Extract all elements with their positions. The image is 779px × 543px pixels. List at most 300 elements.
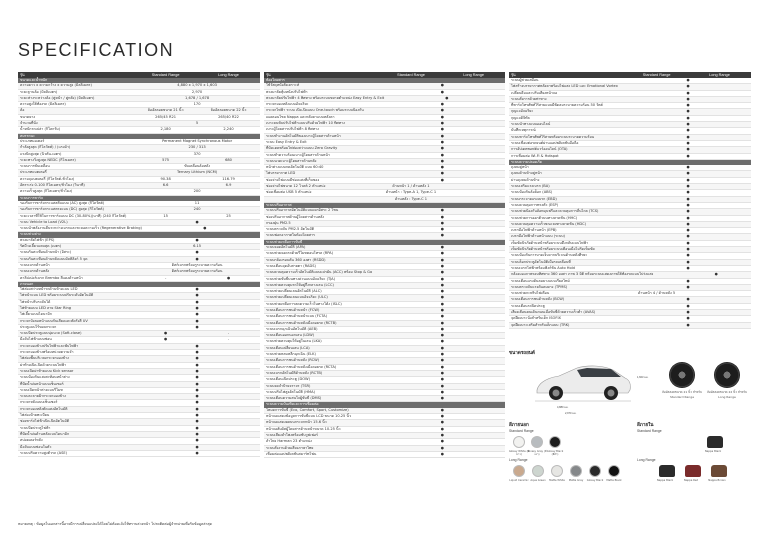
spec-label: ระบบการขับเคลื่อน xyxy=(20,164,50,169)
spec-value: ● xyxy=(440,383,444,388)
color-swatch xyxy=(513,436,525,448)
spec-label: ไฟท้ายแบบ LED ลาย Star Ring xyxy=(20,305,72,310)
spec-label: แผงคอนโซล Nappa และหลังคาแบบหลังคา xyxy=(266,114,335,119)
spec-label: ระบบเบรกด้านหน้า xyxy=(20,262,50,267)
spec-label: กระจกมองข้างพร้อมหน่วยความจำ xyxy=(20,350,74,355)
section-header: สมรรถนะ xyxy=(18,134,260,139)
spec-header xyxy=(264,72,505,78)
spec-label: ระบบช่วยเปลี่ยนเลนแบบอัจฉริยะ (ULC) xyxy=(266,295,328,300)
spec-value: ● xyxy=(195,387,199,392)
spec-value: ● xyxy=(440,263,444,268)
swatch-label: Glossy White (สีขาว) xyxy=(508,450,530,456)
spec-value: ● xyxy=(686,177,690,182)
section-header: ระบบการชาร์จ xyxy=(18,196,260,201)
spec-label: เบรกมือไฟฟ้าด้านหน้า (EPB) xyxy=(511,228,557,233)
swatch-label: Liquid Ceramic xyxy=(509,479,529,482)
spec-standard: ด้านหน้า 1 / ด้านหลัง 1 xyxy=(392,184,430,189)
spec-label: ระบบทำงานอัตโนมัติของเบาะผู้โดยสารด้านหน้า xyxy=(266,133,341,138)
spec-label: ระบบปรับอากาศอัตโนมัติแบบแยกอิสระ 2 โซน xyxy=(266,208,339,213)
header-item: รุ่น xyxy=(266,73,271,77)
spec-label: กระจกมองข้างปรับไฟฟ้าและพับไฟฟ้า xyxy=(20,343,79,348)
spec-value: ● xyxy=(686,228,690,233)
spec-label: ถุงลมด้านข้างคู่หน้า xyxy=(511,171,542,176)
spec-label: ระบบเตือนเปิดประตู (DOW) xyxy=(266,377,311,382)
section-header: ระบบความปลอดภัย xyxy=(509,160,751,165)
spec-value: ● xyxy=(686,153,690,158)
spec-value: ● xyxy=(686,221,690,226)
spec-label: ระบบเบรกไฟฟ้าพร้อมฟังก์ชัน Auto Hold xyxy=(511,265,575,270)
spec-label: ระบบช่วยหลบหลีกฉุกเฉิน (ELK) xyxy=(266,352,316,357)
interior-swatch xyxy=(659,465,675,477)
spec-value: ● xyxy=(440,420,444,425)
spec-label: ช่องชาร์จไฟฟ้าเปิด-ปิดอัตโนมัติ xyxy=(20,419,70,424)
wheel-long-caption: ล้ออัลลอยขนาด 22 นิ้ว สำหรับ Long Range xyxy=(707,390,747,399)
spec-label: ระบบเตือนความสนใจผู้ขับขี่ (DMS) xyxy=(266,396,322,401)
spec-value: ● xyxy=(686,171,690,176)
spec-label: ระบบนำพลังงานคืนระหว่างเบรกและชะลอความเร็ว (Regenerative Braking) xyxy=(20,226,142,231)
spec-label: เบรกมือไฟฟ้าด้านหน้าแบบ (ระบบ) xyxy=(511,234,565,239)
spec-label: ระบบทำความร้อนเบาะผู้โดยสารด้านหน้า xyxy=(266,152,330,157)
spec-label: ความจุแบตเตอรี่ (กิโลวัตต์-ชั่วโมง) xyxy=(20,176,75,181)
spec-value: ● xyxy=(686,96,690,101)
color-swatch xyxy=(549,436,561,448)
spec-label: ที่ปัดน้ำฝนหน้าแบบเซ็นเซอร์ xyxy=(20,381,64,386)
spec-value: ● xyxy=(440,276,444,281)
spec-value: ● xyxy=(440,358,444,363)
spec-label: เสียงเตือนคนเดินถนนเมื่อขับขี่ด้วยความเร็วต่ำ (AVAS) xyxy=(511,309,596,314)
wheel-21-image xyxy=(669,362,695,388)
spec-label: ไฟหน้าปรับระดับได้ xyxy=(20,299,51,304)
int-long-label: Long Range xyxy=(637,458,656,462)
ext-std-label: Standard Range xyxy=(509,429,534,433)
int-std-label: Standard Range xyxy=(637,429,662,433)
spec-value: ● xyxy=(440,445,444,450)
spec-label: ช่องจ่ายไฟแบบมีช่องแสงที่เก็บของ xyxy=(266,177,320,182)
spec-label: ระบบเตือนแรงดันลมยางแบบเรียลไทม์ xyxy=(511,278,570,283)
section-header: ระบบความบันเทิงและการเชื่อมต่อ xyxy=(264,402,505,407)
spec-label: ระบบเตือนการชนด้านหลัง (RCW) xyxy=(266,358,320,363)
spec-value: 5 xyxy=(195,121,199,126)
spec-value: ● xyxy=(195,381,199,386)
swatch-label: Nappa Brown xyxy=(708,479,726,482)
spec-label: ระบบตรวจจับ PM2.5 อัตโนมัติ xyxy=(266,227,315,232)
spec-label: ระบบเสริมแรงเบรก (BA) xyxy=(511,184,550,189)
spec-label: การอัปเดตซอฟต์แวร์ออนไลน์ (OTA) xyxy=(511,147,568,152)
spec-label: ประตูแบบไร้ขอบกระจก xyxy=(20,324,57,329)
spec-label: ระบบละลายฝ้ากระจกมองข้าง xyxy=(20,394,66,399)
spec-value: ● xyxy=(445,95,449,100)
spec-standard: 2,180 xyxy=(160,127,171,132)
spec-label: พวงมาลัยหุ้มหนังปรับไฟฟ้า xyxy=(266,89,308,94)
spec-value: ● xyxy=(440,314,444,319)
spec-label: ระบบเชื่อมต่อรถยนต์ผ่านแอปพลิเคชันมือถือ xyxy=(511,140,579,145)
spec-value: ● xyxy=(686,140,690,145)
spec-value: ● xyxy=(195,394,199,399)
spec-label: ความเร็วสูงสุด (กิโลเมตร/ชั่วโมง) xyxy=(20,189,73,194)
spec-label: ระบบจดจำป้ายจราจร (TSR) xyxy=(266,383,311,388)
interior-swatch xyxy=(711,465,727,477)
spec-value: ● xyxy=(440,370,444,375)
spec-value: ● xyxy=(440,227,444,232)
spec-value: ● xyxy=(440,133,444,138)
spec-value: ● xyxy=(195,419,199,424)
spec-label: กระจกมองหลังแบบอัจฉริยะ xyxy=(266,102,309,107)
spec-value: ● xyxy=(686,202,690,207)
spec-label: กล้องมองภาพรอบทิศทาง 360 องศา ภาพ 3 มิติ พร้อมระบบแสดงภาพใต้ท้องรถแบบโปร่งแสง xyxy=(511,272,654,277)
spec-value: 170 xyxy=(193,102,201,107)
spec-value: ● xyxy=(686,297,690,302)
spec-value: ● xyxy=(195,406,199,411)
color-swatch xyxy=(551,465,563,477)
spec-value: ● xyxy=(686,234,690,239)
spec-value: ● xyxy=(440,326,444,331)
spec-label: ระบบเตือนการชนด้านหลัง (BCW) xyxy=(511,297,565,302)
spec-value: ● xyxy=(195,318,199,323)
spec-standard: ● xyxy=(164,337,168,342)
spec-label: ระบบปิดประตูแบบนุ่มนวล (Soft-close) xyxy=(20,331,82,336)
spec-label: ระบบป้องกันแสงสะท้อนหน้าต่าง xyxy=(20,375,70,380)
spec-label: ระยะเวลาที่ใช้ในการชาร์จแบบ DC (30-80%)(นาที) (240 กิโลวัตต์) xyxy=(20,213,127,218)
spec-value: ● xyxy=(440,320,444,325)
spec-label: ระบบล็อกประตูอัตโนมัติเมื่อรถเคลื่อนที่ xyxy=(511,259,571,264)
spec-value: ● xyxy=(195,305,199,310)
swatch-label: Matte Black xyxy=(606,479,622,482)
spec-label: ใช้วัสดุหนังสังเคราะห์ xyxy=(266,83,300,88)
spec-value: ● xyxy=(440,158,444,163)
spec-label: ระบบเตือนการชนด้านหน้าแบบ (FCTA) xyxy=(266,314,328,319)
spec-label: กระจกหลังแบบเซ็นเซอร์ xyxy=(20,400,58,405)
spec-label: ระบบช่วยเหลือการลดความเร็วในทางโค้ง (ISLC) xyxy=(266,301,342,306)
spec-value: ● xyxy=(440,220,444,225)
spec-label: ถุงลมคู่หน้า xyxy=(511,165,529,170)
header-long: Long Range xyxy=(709,73,730,77)
spec-value: ● xyxy=(686,128,690,133)
spec-value: ● xyxy=(195,350,199,355)
spec-label: ระบบ Easy Entry & Exit xyxy=(266,139,307,144)
spec-value: 4,880 x 1,970 x 1,603 xyxy=(177,83,217,88)
spec-label: ระบบเตือนรถปิดประตู xyxy=(511,303,545,308)
spec-label: ช่องเชื่อมต่อ USB 5 ตำแหน่ง xyxy=(266,190,312,195)
spec-value: ● xyxy=(686,190,690,195)
spec-label: ไฟหน้าแบบ LED พร้อมระบบปรับระดับอัตโนมัติ xyxy=(20,293,94,298)
spec-label: ระบบป้องกันการบาดเจ็บจากบริเวณด้านหลังศีรษะ xyxy=(511,253,588,258)
spec-value: 200 xyxy=(193,189,201,194)
spec-label: น้ำหนักรถเปล่า (กิโลกรัม) xyxy=(20,127,61,132)
spec-label: ระบบควบคุมการทรงตัว (ESP) xyxy=(511,202,559,207)
spec-label: ล้อ xyxy=(20,108,25,113)
spec-value: ● xyxy=(195,375,199,380)
spec-value: ● xyxy=(686,253,690,258)
spec-label: การเชื่อมต่อ Wi-Fi & Hotspot xyxy=(511,153,559,158)
spec-label: ระบบช่วยเปลี่ยนเลนอัตโนมัติ (ALC) xyxy=(266,289,322,294)
page-title: SPECIFICATION xyxy=(18,40,175,60)
spec-label: ระบบกันสะเทือนด้านหน้า (อิสระ) xyxy=(20,250,72,255)
spec-column-1 xyxy=(18,72,260,457)
spec-label: ระบบช่วยการออกตัวบนทางลาดชัน (HHC) xyxy=(511,215,578,220)
spec-value: ● xyxy=(440,171,444,176)
spec-label: ระบบช่วยกะพริบไฟเตือน xyxy=(511,291,550,296)
spec-value: ● xyxy=(195,343,199,348)
swatch-label: Matte Gray xyxy=(568,479,584,482)
spec-value: ● xyxy=(440,245,444,250)
spec-long xyxy=(442,184,505,189)
spec-value: ● xyxy=(440,289,444,294)
spec-label: ขนาดยาง xyxy=(20,114,36,119)
spec-label: ระบบตรวจจับแรงดันลมยาง (TPMS) xyxy=(511,284,568,289)
spec-value: ● xyxy=(440,177,444,182)
spec-label: ลำโพง Harman 23 ตำแหน่ง xyxy=(266,439,312,444)
spec-value: ● xyxy=(195,219,199,224)
spec-label: ระบบเตือนการชนด้านหลังเมื่อถอยรถ (RCTA) xyxy=(266,364,337,369)
section-header: ระบบช่วยเหลือการขับขี่ xyxy=(264,240,505,245)
spec-value: Permanent Magnet Synchronous Motor xyxy=(162,138,233,143)
spec-row xyxy=(264,452,505,458)
spec-label: ไฟส่องพื้นบริเวณกระจกมองข้าง xyxy=(20,356,69,361)
spec-label: รัศมีวงเลี้ยวแคบสุด (เมตร) xyxy=(20,244,62,249)
spec-value: ● xyxy=(195,237,199,242)
footer-note: หมายเหตุ : ข้อมูลในเอกสารนี้อาจมีการเปลี่ยนแปลงได้โดยไม่ต้องแจ้งให้ทราบล่วงหน้า โปรดติดต่อผู้จำหน่ายเพื่อรับข้อมูลล่าสุด xyxy=(18,522,212,526)
spec-label: ไฟสร้างบรรยากาศหลังคาพร้อมไฟแสง LED และ Emotional Vortex xyxy=(511,84,618,89)
spec-label: โหมดการขับขี่ (Eco, Comfort, Sport, Customize) xyxy=(266,407,349,412)
spec-label: ระบบป้องกันล้อล็อก (ABS) xyxy=(511,190,553,195)
exterior-colors-title: สีภายนอก xyxy=(509,422,529,427)
swatch-label: Nappa Black xyxy=(704,450,722,453)
spec-value: ● xyxy=(440,146,444,151)
spec-label: กระจกไฟฟ้า ระบบ เปิด-ปิดแบบ One-touch พร้อมระบบป้องกัน xyxy=(266,108,364,113)
spec-value: ● xyxy=(440,295,444,300)
spec-value: ● xyxy=(686,134,690,139)
dim-height: 1,603 มม. xyxy=(637,376,649,379)
spec-label: ความสูงใต้ท้องรถ (มิลลิเมตร) xyxy=(20,102,66,107)
swatch-label: Glossy Gray (สีเทา) xyxy=(527,450,547,456)
spec-column-2 xyxy=(264,72,505,458)
spec-label: พวงมาลัยปรับไฟฟ้า 4 ทิศทาง พร้อมระบบขยายตำแหน่ง Easy Entry & Exit xyxy=(266,95,385,100)
car-side-image xyxy=(531,360,633,404)
ext-long-label: Long Range xyxy=(509,458,528,462)
color-swatch xyxy=(570,465,582,477)
spec-label: ระบบปรับความสูงตัวรถ (ASE) xyxy=(20,450,68,455)
header-long: Long Range xyxy=(218,73,239,77)
dim-wheelbase: 2,970 มม. xyxy=(565,412,577,415)
spec-value: ● xyxy=(686,147,690,152)
spec-value: ● xyxy=(195,425,199,430)
spec-value: ● xyxy=(195,287,199,292)
spec-label: มือจับแบบซ่อนในตัว xyxy=(20,444,52,449)
spec-value: ● xyxy=(686,278,690,283)
spec-label: ระบบฟอกอากาศในห้องโดยสาร xyxy=(266,233,315,238)
color-swatch xyxy=(532,465,544,477)
spec-label: ระบบชาร์จโทรศัพท์ไร้สายพร้อมระบบระบายความร้อน xyxy=(511,134,595,139)
spec-label: กุญแจอัจฉริยะ xyxy=(511,109,534,114)
spec-value: ● xyxy=(686,309,690,314)
spec-long: 116.79 xyxy=(222,176,235,181)
header-standard: Standard Range xyxy=(397,73,425,77)
spec-label: ระยะฐานล้อ (มิลลิเมตร) xyxy=(20,89,58,94)
spec-long: - xyxy=(227,337,230,342)
spec-value: ● xyxy=(440,377,444,382)
spec-long: 25 xyxy=(226,213,231,218)
spec-value: ● xyxy=(686,209,690,214)
interior-colors-title: สีภายใน xyxy=(637,422,654,427)
header-item: รุ่น xyxy=(20,73,25,77)
spec-value: ● xyxy=(686,316,690,321)
spec-value: ● xyxy=(714,272,718,277)
spec-label: ระบบสั่งการด้วยท่าทาง xyxy=(511,96,547,101)
spec-label: ระบบจอดอัตโนมัติ (APA) xyxy=(266,245,306,250)
spec-label: รองรับการชาร์จกระแสตรงแบบ (DC) สูงสุด (กิโลวัตต์) xyxy=(20,207,104,212)
spec-label: ระบบกันสะเทือนด้านหลังแบบมัลติลิงก์ 5 จุด xyxy=(20,256,88,261)
spec-value: ● xyxy=(686,259,690,264)
header-standard: Standard Range xyxy=(151,73,180,77)
header-long: Long Range xyxy=(463,73,484,77)
spec-value: ● xyxy=(686,78,690,82)
spec-label: ระบบช่วยจอดรถด้วยรีโมทคอนโทรล (RPA) xyxy=(266,251,334,256)
spec-value: ● xyxy=(195,299,199,304)
spec-value: ● xyxy=(440,396,444,401)
spec-label: หน้าจอแสดงข้อมูลการขับขี่แบบ LCD ขนาด 10.25 นิ้ว xyxy=(266,414,351,419)
spec-row xyxy=(18,451,260,457)
swatch-label: Glossy Black (สีดำ) xyxy=(546,450,564,456)
swatch-label: Matte White xyxy=(549,479,565,482)
spec-value: ● xyxy=(195,400,199,405)
spec-standard: - xyxy=(164,275,167,280)
spec-label: จุดยึดเบาะนั่งสำหรับเด็ก ISOFIX xyxy=(511,316,561,321)
spec-value: ● xyxy=(195,450,199,455)
spec-value: ● xyxy=(686,122,690,127)
spec-value: ● xyxy=(440,426,444,431)
spec-value: ● xyxy=(440,251,444,256)
spec-value: ● xyxy=(195,312,199,317)
spec-label: ที่ปัดน้ำฝนด้านหลังแบบไดนามิก xyxy=(20,431,70,436)
spec-long: ล้ออัลลอยขนาด 22 นิ้ว xyxy=(210,108,247,113)
spec-value: ดิสก์เบรกพร้อมรูระบายความร้อน xyxy=(171,262,223,267)
spec-label: ระบบควบคุมความเร็วขณะลงทางลาดชัน (HDC) xyxy=(511,221,587,226)
spec-label: แรงบิดสูงสุด (นิวตัน-เมตร) xyxy=(20,151,62,156)
spec-value: ● xyxy=(440,414,444,419)
spec-value: ● xyxy=(440,451,444,456)
spec-value: ● xyxy=(440,364,444,369)
spec-label: กรองฝุ่น PM2.5 xyxy=(266,220,291,225)
dim-length: 4,880 มม. xyxy=(557,406,569,409)
spec-standard: 575 xyxy=(162,157,170,162)
spec-label: ระบบ Vehicle to Load (V2L) xyxy=(20,219,68,224)
section-header: ระบบปรับอากาศ xyxy=(264,203,505,208)
spec-long: 265/40 R22 xyxy=(218,114,239,119)
spec-label: ไฟเลี้ยวแบบไดนามิก xyxy=(20,312,52,317)
dimensions-title: ขนาดรถยนต์ xyxy=(509,350,535,355)
spec-label: ระบบเปิดหน้าต่างแบบรีโมท xyxy=(20,387,63,392)
spec-label: กระจกบังลมหน้าแบบกันเสียงและตัดรังสี UV xyxy=(20,318,88,323)
spec-value: ● xyxy=(686,84,690,89)
section-header: ภายนอก xyxy=(18,282,260,287)
spec-long: 2,240 xyxy=(223,127,234,132)
spec-label: ระบบกล้องรอบคัน 360 องศา (RSDD) xyxy=(266,257,326,262)
spec-standard: ด้านหน้า 4 / ด้านหลัง 5 xyxy=(638,291,676,296)
spec-label xyxy=(264,197,380,202)
spec-value: ● xyxy=(686,90,690,95)
spec-value: ● xyxy=(195,362,199,367)
color-swatch xyxy=(608,465,620,477)
spec-value: ● xyxy=(440,352,444,357)
vehicle-media-panel xyxy=(509,350,751,506)
spec-value: ดิสก์เบรกพร้อมรูระบายความร้อน xyxy=(171,269,223,274)
spec-value: 240 xyxy=(193,207,201,212)
spec-standard: ด้านหลัง : Type-C 1 xyxy=(394,196,428,201)
spec-label: ระบบเบรกฉุกเฉินอัตโนมัติ (AEB) xyxy=(266,326,318,331)
spec-value: 11 xyxy=(194,200,200,205)
spec-value: ● xyxy=(440,301,444,306)
spec-value: ● xyxy=(440,307,444,312)
spec-label: ไฟส่องสว่างหน้ารถด้านข้างแบบ LED xyxy=(20,287,78,292)
spec-label: ระยะห่างระหว่างล้อ (คู่หน้า / คู่หลัง) (มิลลิเมตร) xyxy=(20,95,95,100)
spec-label: ฝาท้ายเปิด-ปิดด้วยระบบไฟฟ้า xyxy=(20,362,67,367)
section-header: ห้องโดยสาร xyxy=(264,78,505,83)
spec-value: Ternary Lithium (NCM) xyxy=(176,170,218,175)
spec-value: ● xyxy=(440,270,444,275)
spec-standard: ล้ออัลลอยขนาด 21 นิ้ว xyxy=(147,108,184,113)
spec-value: ● xyxy=(440,121,444,126)
spec-label: คาลิปเปอร์เบรก Brembo สีแดงด้านหน้า xyxy=(20,275,83,280)
spec-standard: 265/45 R21 xyxy=(155,114,177,119)
spec-label: จุดยึดเบาะเสริมสำหรับเด็กแบบ (TRK) xyxy=(511,322,570,327)
spec-value: ● xyxy=(440,89,444,94)
spec-label: ที่บังแดดพร้อมไฟส่องสว่างแบบ Zero Gravity xyxy=(266,146,338,151)
spec-label: ประเภทมอเตอร์ xyxy=(20,138,45,143)
spec-label: ระบบช่วยควบคุมให้อยู่ในเลน (LKA) xyxy=(266,339,322,344)
spec-value: ● xyxy=(440,333,444,338)
spec-value: ● xyxy=(195,431,199,436)
spec-value: ● xyxy=(686,247,690,252)
spec-label: มือจับไฟฟ้าแบบซ่อน xyxy=(20,337,52,342)
spec-value: ● xyxy=(440,345,444,350)
spec-value: ● xyxy=(440,439,444,444)
header-item: รุ่น xyxy=(511,73,516,77)
spec-standard: 90.38 xyxy=(160,176,171,181)
spec-value: ● xyxy=(440,282,444,287)
header-standard: Standard Range xyxy=(642,73,671,77)
spec-label: ประเภทแบตเตอรี่ xyxy=(20,170,47,175)
wheel-std-caption: ล้ออัลลอยขนาด 21 นิ้ว สำหรับ Standard Range xyxy=(662,390,702,399)
spec-value: ● xyxy=(195,293,199,298)
spec-value: ● xyxy=(440,407,444,412)
wheel-22-image xyxy=(714,362,740,388)
spec-label: เข็มขัดนิรภัยด้านหน้าพร้อมระบบดึงกลับแบบไฟฟ้า xyxy=(511,240,589,245)
spec-label: ระบบเตือนจุดอับสายตา (RADS) xyxy=(266,263,316,268)
spec-label: ระบบเตือนออกนอกเลน (LDW) xyxy=(266,333,315,338)
spec-label: จำนวนที่นั่ง xyxy=(20,121,38,126)
spec-label: ระยะทางวิ่งสูงสุด NEDC (กิโลเมตร) xyxy=(20,157,76,162)
spec-value: ● xyxy=(440,339,444,344)
color-swatch xyxy=(589,465,601,477)
swatch-label: Nappa Black xyxy=(656,479,674,482)
spec-label: เข็มขัดนิรภัยด้านหน้าพร้อมระบบเตือนเมื่อไม่รัดเข็มขัด xyxy=(511,247,595,252)
spec-label: ระบบเตือนการชนด้านหน้า (FCW) xyxy=(266,307,320,312)
spec-value: ● xyxy=(686,303,690,308)
spec-label: ช่องปรับอากาศด้านผู้โดยสารด้านหลัง xyxy=(266,214,325,219)
spec-label: ระบบควบคุมความเร็วอัตโนมัติแบบแปรผัน (ACC) พร้อม Stop & Go xyxy=(266,270,373,275)
spec-standard: ● xyxy=(164,331,168,336)
color-swatch xyxy=(513,465,525,477)
spec-label: เปลี่ยนธีมและปรับเสียงหน้าจอ xyxy=(511,90,558,95)
spec-label: เบาะคนขับปรับไฟฟ้าแบบปรับด้วยไฟฟ้า 10 ทิศทาง xyxy=(266,121,345,126)
spec-label: ที่ชาร์จโทรศัพท์ไร้สายแบบมีพัดลมระบายความร้อน 50 วัตต์ xyxy=(511,103,603,108)
spec-header xyxy=(18,72,260,78)
spec-label: กระจกมองหลังตัดแสงอัตโนมัติ xyxy=(20,406,68,411)
spec-label: บันทึกเหตุการณ์ xyxy=(511,128,536,133)
spec-label: ไฟบรรยากาศ LED xyxy=(266,171,296,176)
spec-label: เบาะผู้โดยสารปรับไฟฟ้า 8 ทิศทาง xyxy=(266,127,319,132)
spec-value: ● xyxy=(686,115,690,120)
